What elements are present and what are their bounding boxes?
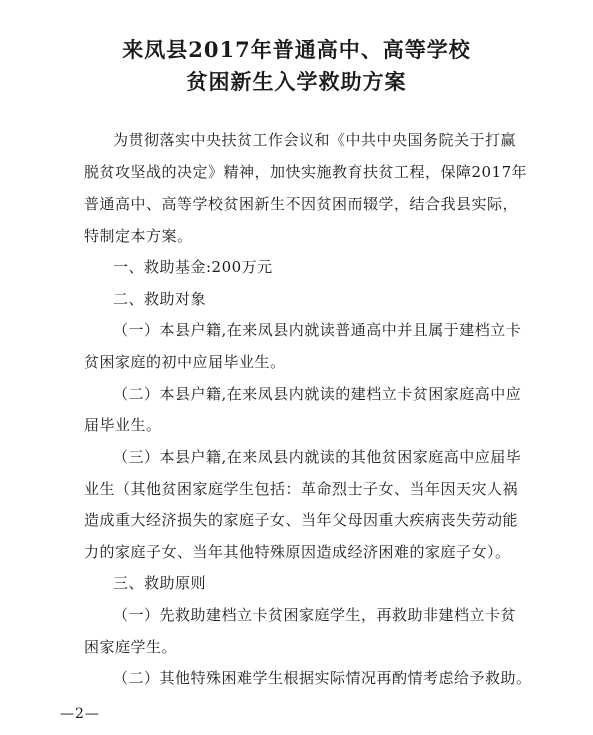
body-line: 特制定本方案。: [84, 227, 193, 245]
body-line: 造成重大经济损失的家庭子女、当年父母因重大疾病丧失劳动能: [84, 511, 519, 529]
document-title-line-2: 贫困新生入学救助方案: [186, 69, 407, 94]
body-line: 贫困家庭的初中应届毕业生。: [84, 353, 286, 371]
body-line: （二）本县户籍,在来凤县内就读的建档立卡贫困家庭高中应: [113, 385, 522, 403]
body-line: 为贯彻落实中央扶贫工作会议和《中共中央国务院关于打赢: [113, 131, 517, 149]
body-line: 普通高中、高等学校贫困新生不因贫困而辍学，结合我县实际，: [84, 195, 519, 213]
section-heading: 二、救助对象: [113, 290, 207, 308]
document-title-line-1: 来凤县2017年普通高中、高等学校: [122, 37, 471, 62]
body-line: （二）其他特殊困难学生根据实际情况再酌情考虑给予救助。: [113, 669, 532, 687]
body-line: （三）本县户籍,在来凤县内就读的其他贫困家庭高中应届毕: [113, 448, 522, 466]
body-line: 脱贫攻坚战的决定》精神，加快实施教育扶贫工程，保障2017年: [84, 163, 528, 181]
body-line: 届毕业生。: [84, 416, 162, 434]
body-line: 困家庭学生。: [84, 638, 178, 656]
body-line: 业生（其他贫困家庭学生包括：革命烈士子女、当年因天灾人祸: [84, 480, 519, 498]
body-line: （一）先救助建档立卡贫困家庭学生，再救助非建档立卡贫: [113, 606, 517, 624]
section-heading: 一、救助基金:200万元: [113, 258, 273, 276]
body-line: 力的家庭子女、当年其他特殊原因造成经济困难的家庭子女）。: [84, 543, 511, 561]
page-number: —2—: [60, 706, 100, 722]
body-line: （一）本县户籍,在来凤县内就读普通高中并且属于建档立卡: [113, 321, 522, 339]
section-heading: 三、救助原则: [113, 574, 207, 592]
